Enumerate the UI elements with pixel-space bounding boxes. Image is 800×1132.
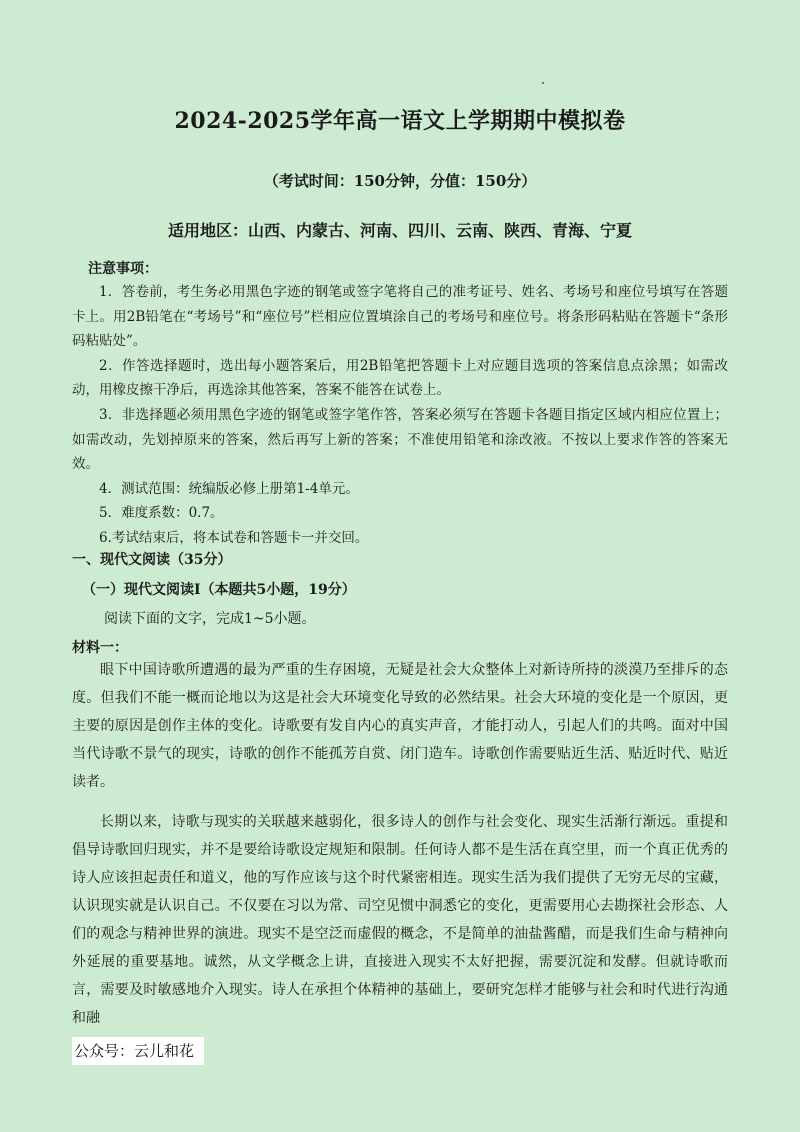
reading-passage <box>72 656 728 1032</box>
passage-paragraph: 眼下中国诗歌所遭遇的最为严重的生存困境，无疑是社会大众整体上对新诗所持的淡漠乃至排斥的态度。但我们不能一概而论地以为这是社会大环境变化导致的必然结果。社会大环境的变化是一个原因，更主要的原因是创作主体的变化。诗歌要有发自内心的真实声音，才能打动人，引起人们的共鸣。面对中国当代诗歌不景气的现实，诗歌的创作不能孤芳自赏、闭门造车。诗歌创作需要贴近生活、贴近时代、贴近读者。 <box>72 662 728 790</box>
note-item: 1．答卷前，考生务必用黑色字迹的钢笔或签字笔将自己的准考证号、姓名、考场号和座位号填写在答题卡上。用2B铅笔在“考场号”和“座位号”栏相应位置填涂自己的考场号和座位号。将条形码粘贴在答题卡“条形码粘贴处”。 <box>72 284 728 350</box>
notes-heading: 注意事项： <box>88 261 158 277</box>
exam-title: 2024-2025学年高一语文上学期期中模拟卷 <box>174 108 626 134</box>
notes-list <box>72 280 728 551</box>
exam-duration-score: （考试时间：150分钟，分值：150分） <box>263 172 537 190</box>
note-item: 6.考试结束后，将本试卷和答题卡一并交回。 <box>99 529 369 546</box>
scan-speck <box>542 82 544 84</box>
note-item: 3．非选择题必须用黑色字迹的钢笔或签字笔作答，答案必须写在答题卡各题目指定区域内相应位置上；如需改动，先划掉原来的答案，然后再写上新的答案；不准使用铅笔和涂改液。不按以上要求作答的答案无效。 <box>72 406 728 473</box>
section-heading: 一、现代文阅读（35分） <box>72 552 232 568</box>
note-item: 4．测试范围：统编版必修上册第1-4单元。 <box>99 480 359 497</box>
applicable-regions: 适用地区：山西、内蒙古、河南、四川、云南、陕西、青海、宁夏 <box>167 221 632 240</box>
passage-paragraph: 长期以来，诗歌与现实的关联越来越弱化，很多诗人的创作与社会变化、现实生活渐行渐远。重提和倡导诗歌回归现实，并不是要给诗歌设定规矩和限制。任何诗人都不是生活在真空里，而一个真正优秀的诗人应该担起责任和道义，他的写作应该与这个时代紧密相连。现实生活为我们提供了无穷无尽的宝藏，认识现实就是认识自己。不仅要在习以为常、司空见惯中洞悉它的变化，更需要用心去勘探社会形态、人们的观念与精神世界的演进。现实不是空泛而虚假的概念，不是简单的油盐酱醋，而是我们生命与精神向外延展的重要基地。诚然，从文学概念上讲，直接进入现实不太好把握，需要沉淀和发酵。但就诗歌而言，需要及时敏感地介入现实。诗人在承担个体精神的基础上，要研究怎样才能够与社会和时代进行沟通和融 <box>72 814 728 1026</box>
watermark-label: 公众号：云儿和花 <box>72 1037 204 1065</box>
reading-instruction: 阅读下面的文字，完成1~5小题。 <box>104 611 316 627</box>
note-item: 5．难度系数：0.7。 <box>99 505 224 522</box>
material-heading: 材料一： <box>72 640 128 656</box>
note-item: 2．作答选择题时，选出每小题答案后，用2B铅笔把答题卡上对应题目选项的答案信息点涂黑；如需改动，用橡皮擦干净后，再选涂其他答案，答案不能答在试卷上。 <box>72 357 728 399</box>
subsection-heading: （一）现代文阅读Ⅰ（本题共5小题，19分） <box>82 582 356 598</box>
